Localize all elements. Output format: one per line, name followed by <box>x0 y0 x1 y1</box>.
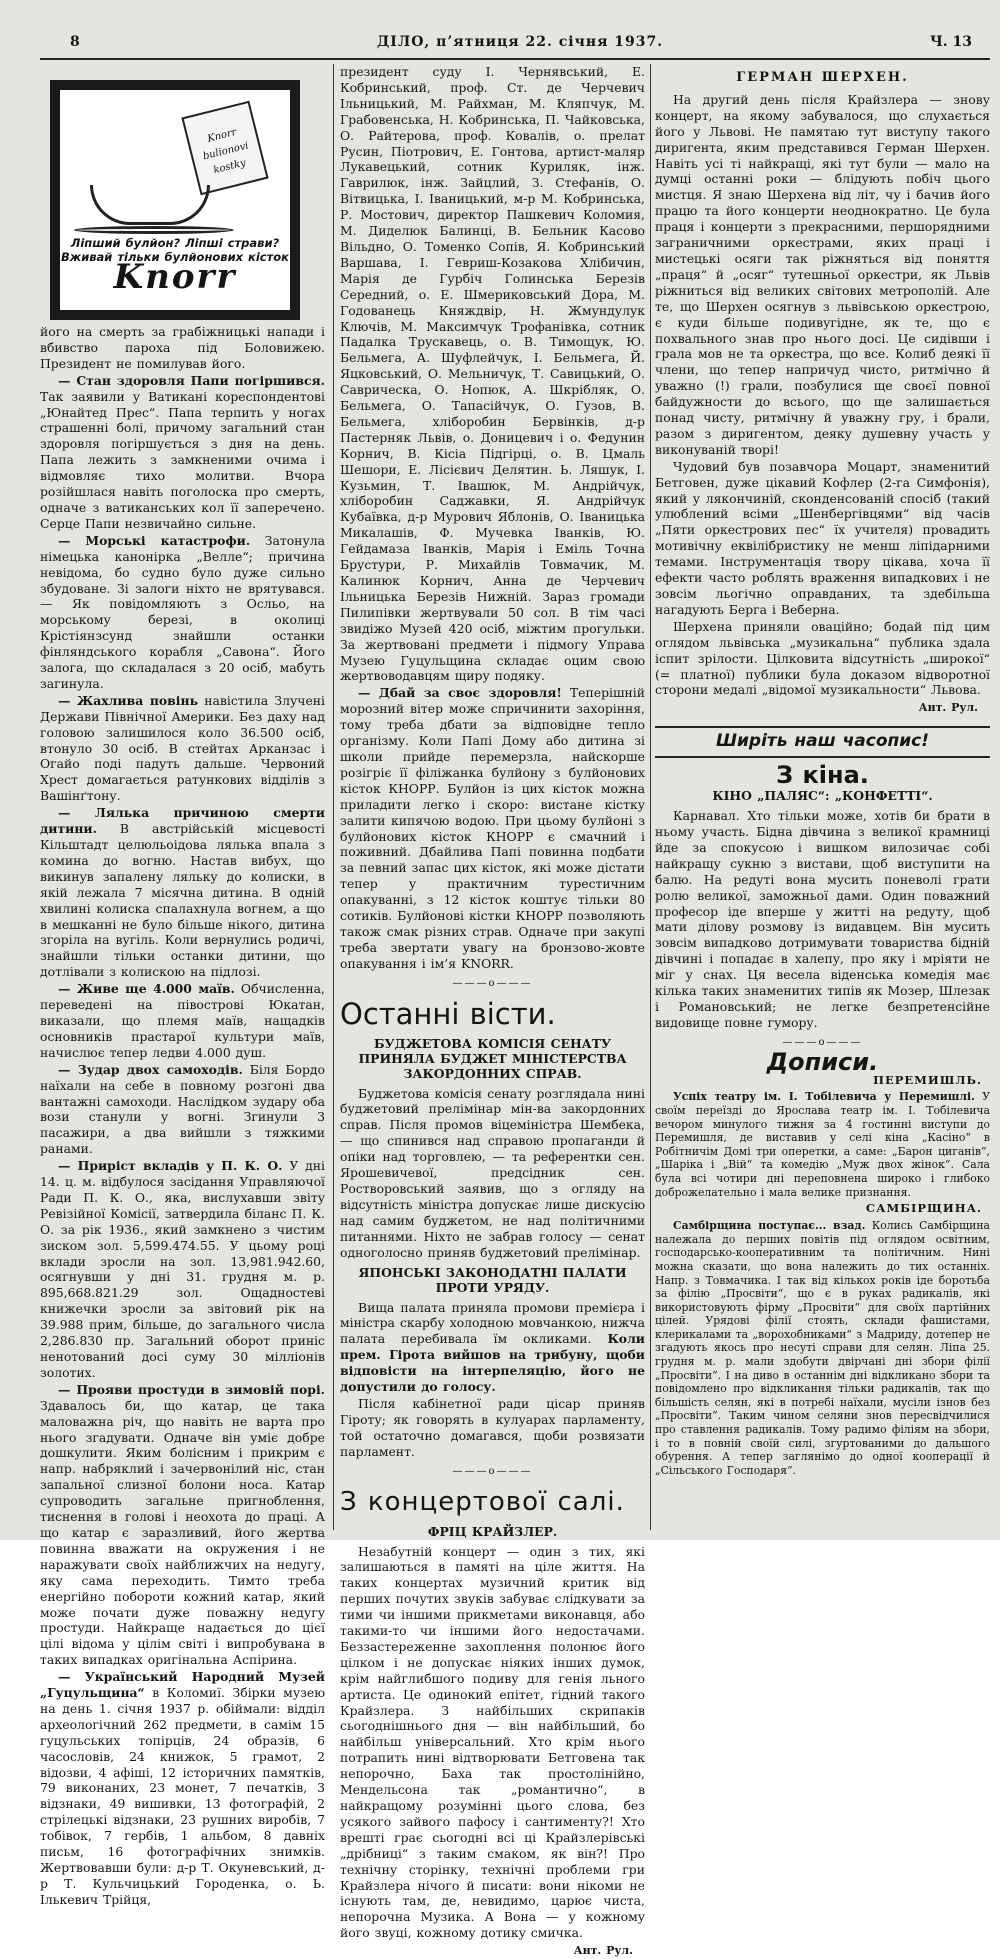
sambir-dateline: САМБІРЩИНА. <box>865 1201 982 1216</box>
news-item-text: У дні 14. ц. м. відбулося засідання Управляючої Ради П. К. О., яка, вислухавши звіту Ревізійної Комісії, затвердила біланс П. К. О. за рік 1936., який замкнено з чистим зиском зол. 5,599.474.55. У цьому році вклади зросли на зол. 13,981.942.60, осягнувши у дні 31. грудня м. р. 895,668.821.29 зол. Ощадностеві книжечки зросли за звітовий рік на 39.988 прим, більше, до загального числа 2,286.830 пр. Загальний оборот приніс ненотований досі суму 30 мілліонів золотих. <box>40 1158 325 1380</box>
column-2 <box>340 64 645 1958</box>
peremyshl-dateline: ПЕРЕМИШЛЬ. <box>873 1072 982 1087</box>
news-item-text: Так заявили у Ватикані кореспондентові „Юнайтед Прес“. Папа терпить у ногах страшенні болі, причому загальний стан здоровля погіршується з дня на день. Папа лежить з замкненими очима і відмовляє тихо молитви. Вчора розійшлася навіть поголоска про смерть, одначе з ватиканських кол її заперечено. Серце Папи незвичайно сильне. <box>40 388 325 531</box>
news-item-text: В австрійській місцевості Кільштадт целюльоідова лялька впала з комина до вогню. Настав вибух, що викинув запалену ляльку до колиски, в якій лежала 7 місячна дитина. В одній хвилині колиска спалахнула вогнем, а що в мешканні не було більше нікого, дитина згоріла на вугіль. Коли вернулись родичі, знайшли тільки останки дитини, що дотлівали з колискою на підлозі. <box>40 821 325 980</box>
news-item-text: Затонула німецька канонірка „Велле“; причина невідома, бо судно було дуже сильно збудоване. Зі залоги ніхто не врятувався. — Як повідомляють з Осльо, на морському березі, в околиці Крістіянзсунд знайшли останки фінляндського корабля „Савона“. Його залога, що складалася з 20 осіб, мабуть загинула. <box>40 532 325 691</box>
news-item-text: навістила Злучені Держави Північної Америки. Без даху над головою залишилося коло 36.500 осіб, втонуло 30 осіб. В стейтах Арканзас і Огайо поді падуть дальше. Червоний Хрест домагається ратункових відділів з Вашінґтону. <box>40 692 325 804</box>
knorr-advertisement <box>50 80 300 320</box>
header-rule <box>40 58 990 60</box>
scherchen-title: ГЕРМАН ШЕРХЕН. <box>736 70 909 85</box>
news-item-title: — Зудар двох самоходів. <box>58 1061 243 1077</box>
budget-news-headline: БУДЖЕТОВА КОМІСІЯ СЕНАТУ ПРИНЯЛА БУДЖЕТ МІНІСТЕРСТВА ЗАКОРДОННИХ СПРАВ. <box>358 1035 627 1081</box>
news-item-title: — Живе ще 4.000 маїв. <box>58 981 235 997</box>
page-header <box>60 30 980 54</box>
news-item-title: — Морські катастрофи. <box>58 532 251 548</box>
column-divider <box>333 64 334 1530</box>
scherchen-text: На другий день після Крайзлера — знову концерт, на якому забувалося, що слухається його у Львові. Не памятаю тут виступу такого диригента, яким представився Герман Шерхен. Навіть усі ті найкращі, які тут були — мало на думці останні роки — блідують побіч цього мистця. Я знаю Шерхена від літ, чу і бачив його працю та його концерти неоднократно. Це була праця і концерти з прекрасними, першорядними заграничними оркестрами, яких праці і мистецькі осяги так ріжняться від поняття „праця“ й „осяг“ тутешньої оркестри, як Львів ріжниться від великих світових метрополій. Але те, що Шерхен осягнув з львівською оркестрою, є куди більше подивугідне, як те, що є похвального знав про нього досі. Це сидівши і грала мов не та оркестра, що все. Колиб деякі її члени, що тепер напричуд чисто, ритмічно й уважно (!) грали, позбулися ще своєї повної байдужности до всього, що ще залишається понад чисту, ритмічну й уважну гру, і брали, разом з диригентом, деяку душевну участь у виконуваній творі! <box>655 91 990 457</box>
japan-news-text <box>340 1300 645 1395</box>
news-item <box>40 1669 325 1908</box>
news-items <box>40 373 325 1908</box>
cup-illustration <box>90 185 210 225</box>
news-item <box>40 533 325 692</box>
news-item <box>40 1382 325 1668</box>
japan-news-text-3: Після кабінетної ради цісар приняв Гіроту; як говорять в кулуарах парламенту, той остаточно домагався, щоби розвязати парламент. <box>340 1395 645 1459</box>
japan-news-text-1: Вища палата приняла промови премієра і міністра скарбу холодною мовчанкою, нижча палата перебивала їм окликами. <box>340 1299 645 1347</box>
column-3 <box>655 64 990 1530</box>
news-item-text: Здавалось би, що катар, це така маловажна річ, що навіть не варта про нього згадувати. Одначе він уміє добре дошкулити. Яким болісним і прикрим є напр. набряклий і зачервонілий ніс, стан запальної слизної болони носа. Катар супроводить загальне пригноблення, тиснення в голові і неохота до праці. А що катар є заразливий, його жертва повинна вважати на окружения і не наражувати своїх найближчих на недугу, яку сама переходить. Тимто треба енергійно побороти кожний катар, який може почати дуже поважну недугу простуди. Найкраще надається до цієї цілі відома у цілім світі і випробувана в таких випадках оригінальна Аспірина. <box>40 1397 325 1668</box>
knorr-health-text: Теперішній морозний вітер може спричинити захоріння, тому треба дбати за відповідне тепло організму. Коли Папі Дому або дитина зі школи прийде перемерзла, найскорше розігріє її філіжанка булйону з булйонових кісток КНОРР. Булйон із цих кісток можна приладити легко і скоро: вистане кістку залити кипячою водою. При цьому булйоні з булйонових кісток КНОРР є смачний і поживний. Дбайлива Папі повинна подбати за певний запас цих кісток, які може дістати тепер у практичним турестичним опакуванні, з 12 кісток коштує тільки 80 сотиків. Булйонові кістки КНОРР позволяють також смак різних страв. Одначе при закупі треба звертати увагу на бронзово-жовте опакування і ім’я KNORR. <box>340 685 645 971</box>
sambir-text: Колись Самбірщина належала до перших повітів під оглядом освітним, господарсько-кооперативним та політичним. Нині можна сказати, що вона належить до тих останніх. Напр. з Товмачика. І так від кількох років іде боротьба за філію „Просвіти“, що є в руках радикалів, які використовують фірму „Просвіти“ для своїх партійних цілей. Урядові філії стоять, склади фашистами, клерикалами та „ворохобниками“ з Мадриду, дотепер не згадують якось про несуті справи для селян. Ліпа 25. грудня м. р. мали здобути двірчані дні збори філії „Просвіти“. І на диво в останнім дні відкликано збори та повідомлено про відкликання тільки радикалів, так що більшість селян, які в потребі наїхали, мусіли ізнов без „Просвіти“. Таким чином селяни знов пересвідчилися про ставлення радикалів. Тому радимо філіям на збори, і то в повній своїй силі, згуртованими до дальшого обурення. А тепер заглянімо до одної кооперації й „Сільського Господаря“. <box>655 1219 990 1477</box>
news-item-title: — Приріст вкладів у П. К. О. <box>58 1158 283 1174</box>
separator: ———o——— <box>782 1036 863 1048</box>
peremyshl-text: У своїм переїзді до Ярослава театр ім. І. Тобілевича вечором минулого тижня за 4 гостинні виступи до Перемишля, де виставив у селі кіна „Касіно“ в Робітничім Домі три оперетки, а саме: „Барон циганів“, „Шаріка і „Вій“ та комедію „Муж двох жінок“. Сала була всі чотири дні переповнена широко і глибоко доброжелательно і мала велике признання. <box>655 1090 990 1199</box>
japan-news-headline: ЯПОНСЬКІ ЗАКОНОДАТНІ ПАЛАТИ ПРОТИ УРЯДУ. <box>358 1264 627 1295</box>
knorr-health-item <box>340 685 645 971</box>
ad-slogan-line-1: Ліпший булйон? Ліпші страви? <box>70 236 280 250</box>
scherchen-signature: Ант. Рул. <box>918 701 978 715</box>
page-number: 8 <box>70 34 80 50</box>
news-item <box>40 1158 325 1381</box>
article-intro: його на смерть за грабіжницькі напади і вбивство пароха під Боловижею. Президент не помилував його. <box>40 324 325 371</box>
issue-number: Ч. 13 <box>929 34 972 50</box>
news-item-title: — Стан здоровля Папи погіршився. <box>58 372 325 388</box>
kreisler-review-signature: Ант. Рул. <box>573 1944 633 1958</box>
news-item-title: — Жахлива повінь <box>58 692 198 708</box>
cinema-subhead: КІНО „ПАЛЯС“: „КОНФЕТТІ“. <box>712 788 933 804</box>
concert-section-title: З концертової салі. <box>340 1486 625 1517</box>
news-item <box>40 1062 325 1157</box>
ad-slogan-line-2: Вживай тільки булйонових кісток <box>61 250 289 264</box>
saucer-illustration <box>74 226 234 234</box>
cinema-review-text: Карнавал. Хто тільки може, хотів би брати в ньому участь. Бідна дівчина з великої крамниці йде за спокусою і вишком вилозичає собі найкращу сукню з вистави, щоб виступити на балю. На редуті вона мусить поневолі грати ролю великої, заможньої дами. Один поважний професор іде вперше у житті на редуту, щоб мати ділову розмову із видавцем. Він мусить зовсім випадково дотримувати товариства бідній дівчині і попадає в халепу, про яку і мріяти не міг у снах. Ця весела віденська комедія має кілька таких знаменитих типів як Мозер, Шлезак і Романовський; не легке безпретенсійне видовище повне гумору. <box>655 808 990 1030</box>
news-item-text: Обчисленна, переведені на півострові Юкатан, виказали, що племя маїв, нащадків основників прастарої культури маїв, начислює тепер ледви 4.000 душ. <box>40 981 325 1060</box>
news-item <box>40 981 325 1061</box>
japan-news-text-2: Коли прем. Гірота вийшов на трибуну, щоби відповісти на інтерпеляцію, його не допустили до голосу. <box>340 1331 645 1395</box>
latest-news-title: Останні вісти. <box>340 996 556 1031</box>
news-item-text: в Коломиї. Збірки музею на день 1. січня 1937 р. обіймали: відділ археологічний 262 предмети, в самім 15 гуцульських топірців, 24 образів, 6 часословів, 24 книжок, 5 грамот, 2 відозви, 4 афіші, 12 історичних памятків, 79 виконаних, 23 монет, 7 печатків, 3 відзнаки, 49 вишивки, 13 фотографій, 2 стрілецькі відзнаки, 23 рушних виробів, 7 тобівок, 7 гербів, 1 альбом, 8 давніх письм, 16 фотографічних знимків. Жертвовавши були: д-р Т. Окуневський, д-р Т. Кульчицький Городенка, о. Ь. Ількевич Трійця, <box>40 1685 325 1907</box>
column-divider <box>650 64 651 1530</box>
kreisler-review-text: Незабутній концерт — один з тих, які залишаються в памяті на ціле життя. На таких концертах музичний критик від перших почутих звуків забуває слідкувати за тими чи іншими прикметами виконавця, або такими-то чи іншими його недостачами. Беззастереженне захоплення полонює його цілком і не допускає ніяких інших думок, крім найглибшого подиву для генія льного артиста. Це одинокий епітет, гідний такого Крайзлера. З найбільших скрипаків сьогоднішнього дня — він найбільший, бо найбільш універсальний. Хто крім нього потрапить нині відтворювати Бетговена так непорочно, Баха так простолінійно, Мендельсона так „романтично“, в найкращому розумінні цього слова, без усякого зайвого пафосу і сантименту?! Хто врешті грає сьогодні всі ці Крайзлерівські „дрібниці“ з таким смаком, як він?! Про технічну сторінку, технічні проблеми гри Крайзлера нічого й писати: вони нікоми не існують там, де, невидимо, царює чиста, непорочна Музика. А Вона — у кожному його звуці, кожному дотику смичка. <box>340 1543 645 1941</box>
scherchen-text-2: Чудовий був позавчора Моцарт, знаменитий Бетговен, дуже цікавий Кофлер (2-га Симфонія), який у лякончиній, сконденсованій спосіб (такий улюблений всіми „Шенбергівцями“ від часів „Пяти оркестрових пес“ їх учителя) провадить мотивічну еквілібристику не менш ліпідарними темами. Інструментація твору цікава, хоча її ефекти часто роблять враження випадкових і не зовсім льогічно оправданих, та здебільша нагадують Берга і Веберна. <box>655 458 990 617</box>
column-1 <box>40 64 326 1907</box>
budget-news-text: Буджетова комісія сенату розглядала нині буджетовий прелімінар мін-ва закордонних справ. Після промов віцеміністра Шембека, — що спинився над справою пропаганди й опіки над торговлею, — та референтки сен. Ярошевичевої, предсідник сен. Ростворовський заявив, що з огляду на відсутність міністра допускає лише дискусію над самим буджетом, не над політичними питаннями. Ніхто не забрав голосу — сенат одноголосно приняв буджетовий прелімінар. <box>340 1085 645 1260</box>
peremyshl-headline: Успіх театру ім. І. Тобілевича у Перемишлі. <box>673 1090 975 1104</box>
separator: ———o——— <box>452 977 533 989</box>
sambir-headline: Самбірщина поступає... взад. <box>673 1219 866 1233</box>
peremyshl-item <box>655 1090 990 1199</box>
knorr-health-title: — Дбай за своє здоровля! <box>358 685 562 701</box>
news-item-title: — Український Народний Музей „Гуцульщина“ <box>40 1669 325 1701</box>
news-item-title: — Лялька причиною смерти дитини. <box>40 805 325 837</box>
news-item-title: — Прояви простуди в зимовій порі. <box>58 1381 325 1397</box>
news-item <box>40 693 325 804</box>
bouillon-box-illustration: Knorr bulionovi kostky <box>181 101 268 196</box>
correspondence-section-title: Дописи. <box>766 1047 879 1076</box>
separator: ———o——— <box>452 1465 533 1477</box>
masthead: ДІЛО, п’ятниця 22. січня 1937. <box>376 34 664 50</box>
sambir-item <box>655 1219 990 1477</box>
news-item <box>40 373 325 532</box>
museum-donors-list: президент суду І. Чернявський, Е. Кобринський, проф. Ст. де Черчевич Ільницький, М. Райхман, М. Кляпчук, М. Грабовенська, Н. Кобринська, П. Чайковська, О. Райтерова, проф. Ковалів, о. прелат Русин, Піотрович, Е. Гонтова, артист-маляр Лукавецький, сотник Куриляк, інж. Гаврилюк, інж. Зайцлий, З. Стефанів, О. Вітвицька, І. Іваницький, м-р М. Кобринська, Р. Мостович, директор Пашкевич Коломия, М. Диделюк Балинці, В. Бельник Касово Вільдно, О. Томенко Сопів, Я. Кобринський Варшава, І. Гевриш-Козакова Хлібичин, Марія де Гурбіч Голинська Березів Середний, о. Е. Шмериковський Дора, М. Годованець Княждвір, Н. Жмундулук Ключів, М. Максимчук Трофанівка, сотник Падалка Трускавець, о. В. Тимощук, Ю. Бельмега, А. Шуфлейчук, І. Бельмега, Й. Яцковський, О. Мельничук, Т. Савицький, О. Саврическа, О. Нопюк, А. Шкрібляк, О. Бельмега, О. Тапасійчук, О. Гузов, В. Бельмега, хліборобин Бервінків, д-р Пастерняк Львів, о. Доницевич і о. Федунин Корнич, В. Кісіа Підгірці, о. В. Цмаль Шешори, Е. Лісієвич Делятин. Ь. Ляшук, І. Кузьмин, Т. Івашюк, М. Андрійчук, хліборобин Саджавки, Я. Андрійчук Кубаївка, д-р Мурович Яблонів, О. Іваницька Микалашів, Ф. Мучевка Іванків, Ю. Гейдамаза Іванків, Марія і Еміль Точна Брустури, Р. Михайлів Товмачик, М. Калинюк Корнич, Анна де Черчевич Ільницька Березів Нижній. Зараз громади Пилипівки жертвували 50 сол. В тім часі звидіжо Музей 420 осіб, міжтим прогульки. За жертвовані предмети і підмогу Управа Музею Гуцульщина складає оцим свою жертвоводавцям щиру подяку. <box>340 64 645 684</box>
kreisler-subhead: ФРІЦ КРАЙЗЛЕР. <box>427 1523 558 1539</box>
news-item-text: Біля Бордо наїхали на себе в повному розгоні два вантажні самоходи. Наслідком зудару оба вози станули у вогні. Згинули 3 пасажири, а два вийшли з тяжкими ранами. <box>40 1061 326 1157</box>
knorr-logo: Knorr <box>113 257 237 297</box>
cinema-section-title: З кіна. <box>776 761 869 790</box>
subscribe-banner: Ширіть наш часопис! <box>655 726 990 758</box>
news-item <box>40 805 325 980</box>
scherchen-text-3: Шерхена приняли оваційно; бодай під цим оглядом львівська „музикальна“ публика здала іспит зрілости. Цілковита відсутність „широкої“ (= платної) публики була доказом відворотної сторони медалі „відомої музикальности“ Львова. <box>655 618 990 698</box>
